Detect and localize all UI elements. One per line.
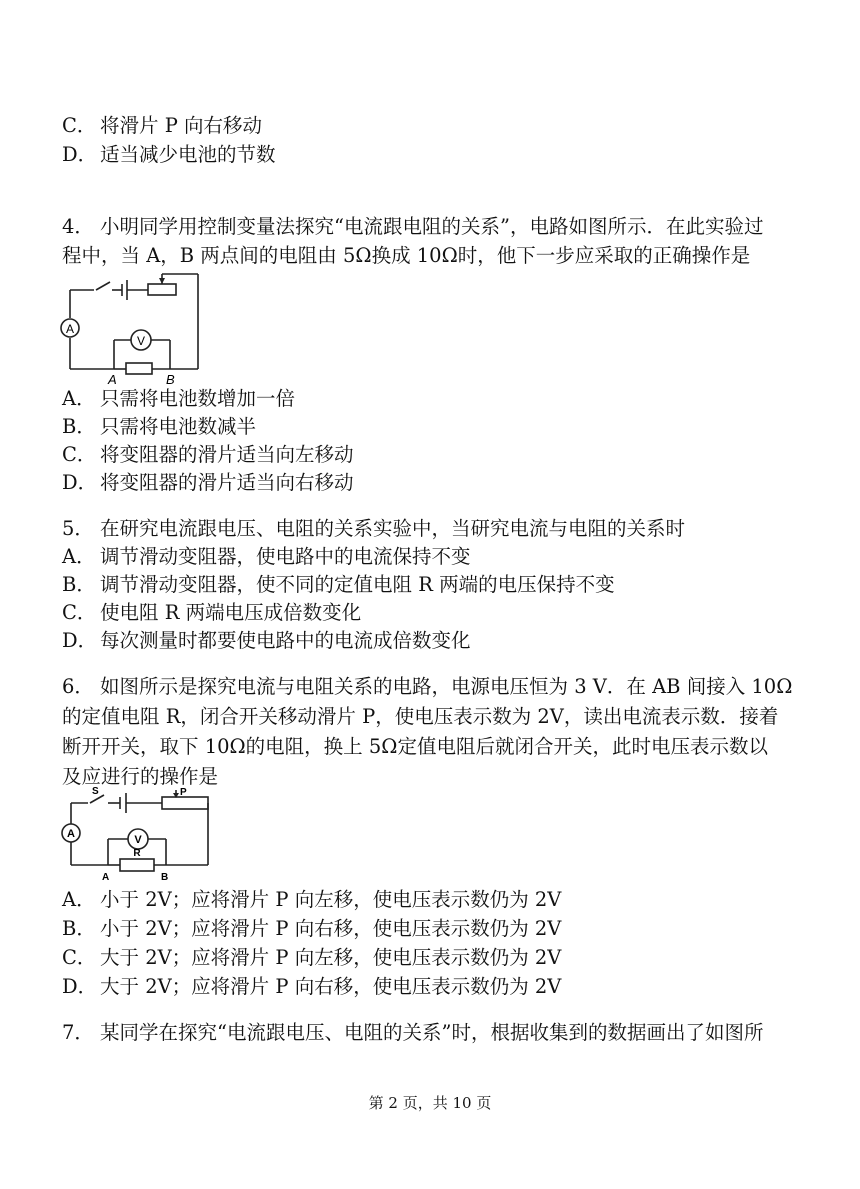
q6-option-d: D． 大于 2V；应将滑片 P 向右移，使电压表示数仍为 2V [62,975,562,998]
q6-option-b: B． 小于 2V；应将滑片 P 向右移，使电压表示数仍为 2V [62,917,562,940]
q6-circuit-diagram [58,786,218,881]
q6-point-b-label: B [161,872,169,881]
q5-stem: 5． 在研究电流跟电压、电阻的关系实验中，当研究电流与电阻的关系时 [62,517,686,540]
q4-option-a: A． 只需将电池数增加一倍 [62,387,296,410]
q4-voltmeter-label: V [136,334,146,348]
q6-stem-line4: 及应进行的操作是 [62,765,219,788]
q6-option-a: A． 小于 2V；应将滑片 P 向左移，使电压表示数仍为 2V [62,888,562,911]
q6-resistor-label: R [133,848,141,859]
q6-slider-label: P [180,787,187,798]
q7-stem-line1: 7． 某同学在探究“电流跟电压、电阻的关系”时，根据收集到的数据画出了如图所 [62,1021,764,1044]
q5-option-c: C． 使电阻 R 两端电压成倍数变化 [62,601,362,624]
q6-voltmeter-label: V [134,834,142,846]
q6-stem-line1: 6． 如图所示是探究电流与电阻关系的电路，电源电压恒为 3 V．在 AB 间接入 10Ω [62,675,793,698]
q6-ammeter-label: A [67,828,75,840]
q6-stem-line2: 的定值电阻 R，闭合开关移动滑片 P，使电压表示数为 2V，读出电流表示数．接着 [62,705,779,728]
q4-option-b: B． 只需将电池数减半 [62,415,257,438]
q6-option-c: C． 大于 2V；应将滑片 P 向左移，使电压表示数仍为 2V [62,946,562,969]
q4-point-b-label: B [166,372,175,386]
q4-circuit-diagram [56,268,206,386]
q5-option-a: A． 调节滑动变阻器，使电路中的电流保持不变 [62,545,471,568]
q4-stem-line1: 4． 小明同学用控制变量法探究“电流跟电阻的关系”，电路如图所示．在此实验过 [62,215,764,238]
q6-stem-line3: 断开开关，取下 10Ω的电阻，换上 5Ω定值电阻后就闭合开关，此时电压表示数以 [62,735,768,758]
q4-option-d: D． 将变阻器的滑片适当向右移动 [62,471,354,494]
q4-point-a-label: A [108,372,117,386]
page-footer: 第 2 页，共 10 页 [368,1094,492,1112]
q5-option-b: B． 调节滑动变阻器，使不同的定值电阻 R 两端的电压保持不变 [62,573,615,596]
q6-point-a-label: A [102,872,110,881]
q3-option-c: C． 将滑片 P 向右移动 [62,114,263,137]
q4-ammeter-label: A [65,322,75,336]
q3-option-d: D． 适当减少电池的节数 [62,143,276,166]
q4-stem-line2: 程中，当 A，B 两点间的电阻由 5Ω换成 10Ω时，他下一步应采取的正确操作是 [62,244,751,267]
q4-option-c: C． 将变阻器的滑片适当向左移动 [62,443,354,466]
q5-option-d: D． 每次测量时都要使电路中的电流成倍数变化 [62,629,471,652]
q6-switch-label: S [92,786,99,797]
